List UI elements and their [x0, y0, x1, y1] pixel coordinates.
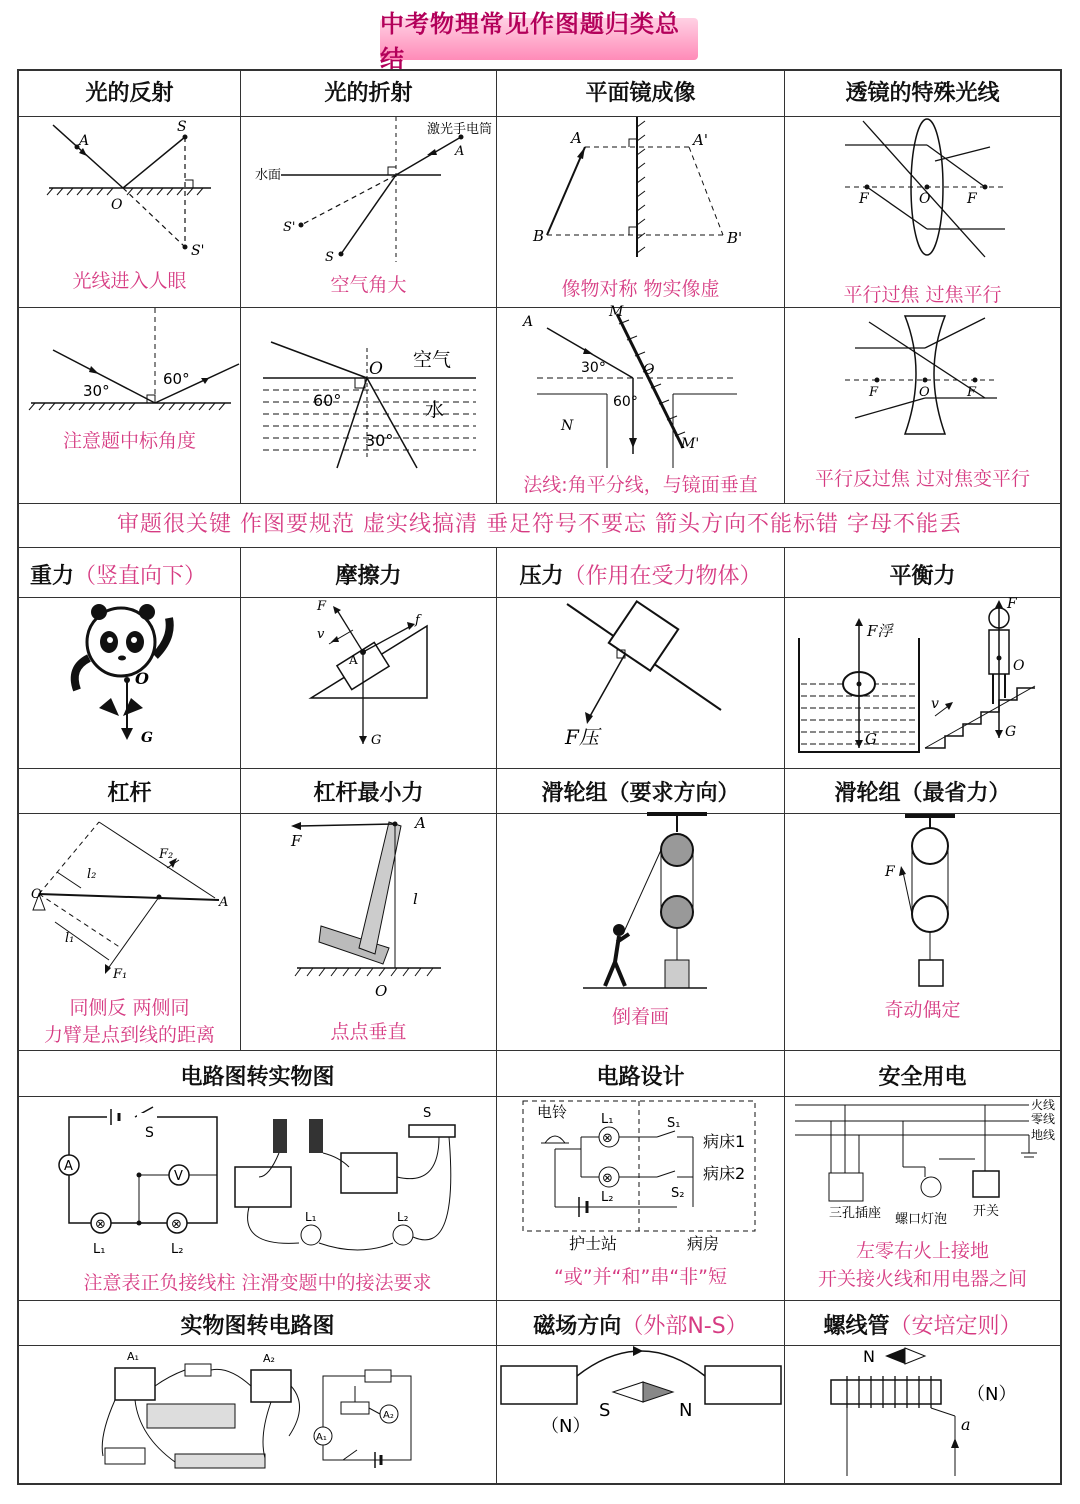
- svg-text:N: N: [561, 418, 574, 434]
- svg-text:M': M': [681, 436, 700, 452]
- header-lens: 透镜的特殊光线: [845, 81, 1000, 106]
- magnet-diagram: [497, 1346, 784, 1466]
- caption-pulley-direction: 倒着画: [611, 1006, 669, 1028]
- tips-banner: 审题很关键 作图要规范 虚实线搞清 垂足符号不要忘 箭头方向不能标错 字母不能丢: [117, 512, 962, 537]
- caption-lever-min: 点点垂直: [330, 1021, 407, 1043]
- svg-text:O: O: [31, 887, 42, 902]
- caption-concave: 平行反过焦 过对焦变平行: [814, 468, 1031, 490]
- header-pressure: 压力（作用在受力物体）: [519, 564, 762, 589]
- svg-text:S': S': [283, 220, 296, 235]
- svg-text:M: M: [609, 304, 624, 320]
- divider: [19, 547, 1060, 548]
- svg-text:A: A: [415, 814, 426, 832]
- svg-text:N: N: [863, 1347, 875, 1366]
- svg-text:F浮: F浮: [867, 622, 893, 640]
- svg-text:A: A: [64, 1159, 73, 1174]
- svg-text:病床2: 病床2: [703, 1164, 746, 1183]
- svg-text:A: A: [571, 129, 582, 147]
- svg-text:G: G: [1005, 724, 1017, 740]
- caption-refraction: 空气角大: [330, 274, 407, 296]
- circuit-to-real-diagram: [19, 1097, 496, 1267]
- svg-text:v: v: [317, 627, 325, 642]
- caption-pulley-min: 奇动偶定: [884, 999, 961, 1021]
- svg-text:30°: 30°: [581, 360, 606, 376]
- svg-text:（N）: （N）: [541, 1416, 591, 1437]
- svg-text:O: O: [919, 385, 930, 400]
- svg-text:⊗: ⊗: [95, 1217, 106, 1232]
- svg-text:a: a: [961, 1415, 971, 1434]
- svg-text:电铃: 电铃: [537, 1103, 568, 1121]
- caption-lens: 平行过焦 过焦平行: [843, 284, 1002, 306]
- svg-text:A₁: A₁: [316, 1432, 327, 1443]
- circuit-design-diagram: [497, 1097, 784, 1267]
- caption-normal: 法线:角平分线，与镜面垂直: [523, 474, 758, 496]
- svg-text:V: V: [174, 1169, 183, 1184]
- svg-text:S': S': [191, 243, 205, 259]
- svg-text:S₂: S₂: [671, 1186, 685, 1201]
- svg-text:v: v: [931, 696, 939, 712]
- svg-text:⊗: ⊗: [171, 1217, 182, 1232]
- caption-safety-2: 开关接火线和用电器之间: [817, 1268, 1027, 1290]
- svg-text:A₂: A₂: [263, 1352, 275, 1365]
- header-lever-min: 杠杆最小力: [313, 781, 424, 806]
- header-circuit-design: 电路设计: [596, 1065, 685, 1090]
- svg-text:30°: 30°: [83, 382, 110, 400]
- caption-mirror: 像物对称 物实像虚: [561, 278, 720, 300]
- lens-diagram: [785, 117, 1060, 307]
- svg-text:30°: 30°: [365, 431, 394, 450]
- svg-text:O: O: [643, 362, 655, 378]
- header-reflection: 光的反射: [85, 81, 174, 106]
- svg-text:G: G: [371, 733, 382, 748]
- svg-text:l₁: l₁: [65, 931, 75, 946]
- header-circuit-to-real: 电路图转实物图: [180, 1065, 335, 1090]
- pressure-diagram: [497, 598, 784, 768]
- svg-text:60°: 60°: [313, 391, 342, 410]
- page-title: 中考物理常见作图题归类总结: [380, 18, 698, 60]
- svg-text:空气: 空气: [413, 349, 452, 371]
- caption-angles: 注意题中标角度: [62, 430, 196, 452]
- svg-text:A: A: [455, 144, 465, 159]
- refraction-angle-diagram: [241, 308, 496, 503]
- svg-text:A: A: [219, 895, 229, 910]
- svg-text:三孔插座: 三孔插座: [829, 1206, 882, 1221]
- reflection-angle-diagram: [19, 308, 240, 503]
- header-real-to-circuit: 实物图转电路图: [180, 1314, 335, 1339]
- svg-text:（N）: （N）: [967, 1384, 1017, 1405]
- svg-text:地线: 地线: [1031, 1128, 1056, 1142]
- svg-text:F压: F压: [565, 725, 599, 749]
- friction-diagram: [241, 598, 496, 768]
- divider: [19, 1300, 1060, 1301]
- header-solenoid: 螺线管（安培定则）: [823, 1314, 1022, 1339]
- header-friction: 摩擦力: [335, 564, 402, 589]
- svg-text:L₂: L₂: [601, 1190, 614, 1205]
- solenoid-diagram: [785, 1346, 1060, 1481]
- header-mirror: 平面镜成像: [585, 81, 696, 106]
- svg-text:N: N: [679, 1400, 693, 1421]
- svg-text:60°: 60°: [613, 394, 638, 410]
- svg-text:F: F: [967, 191, 977, 207]
- svg-text:开关: 开关: [973, 1204, 1000, 1219]
- svg-text:60°: 60°: [163, 370, 190, 388]
- header-safety: 安全用电: [878, 1065, 967, 1090]
- svg-text:F: F: [885, 864, 895, 880]
- svg-text:F: F: [317, 599, 327, 614]
- svg-text:B': B': [727, 229, 743, 247]
- label-water-surface: 水面: [255, 168, 282, 183]
- caption-safety-1: 左零右火上接地: [855, 1240, 989, 1262]
- header-gravity: 重力（竖直向下）: [30, 564, 207, 589]
- svg-text:l₂: l₂: [87, 867, 97, 882]
- svg-text:L₂: L₂: [171, 1242, 184, 1257]
- balance-force-diagram: [785, 598, 1060, 768]
- svg-text:L₁: L₁: [305, 1210, 317, 1224]
- divider: [19, 768, 1060, 769]
- svg-text:F₁: F₁: [113, 967, 128, 982]
- svg-text:L₂: L₂: [397, 1210, 409, 1224]
- svg-text:S₁: S₁: [667, 1116, 681, 1131]
- svg-text:f: f: [415, 613, 420, 628]
- svg-text:⊗: ⊗: [602, 1171, 613, 1186]
- svg-text:F: F: [1007, 596, 1017, 612]
- svg-text:O: O: [111, 197, 123, 213]
- svg-text:病床1: 病床1: [703, 1132, 746, 1151]
- svg-text:O: O: [135, 669, 149, 688]
- svg-text:护士站: 护士站: [569, 1234, 618, 1253]
- svg-text:⊗: ⊗: [602, 1131, 613, 1146]
- label-laser: 激光手电筒: [427, 122, 493, 137]
- caption-reflection: 光线进入人眼: [72, 270, 187, 292]
- svg-text:B: B: [533, 227, 545, 245]
- svg-text:O: O: [1013, 658, 1025, 674]
- header-pulley-direction: 滑轮组（要求方向）: [541, 781, 740, 806]
- header-lever: 杠杆: [107, 781, 152, 806]
- caption-circuit-to-real: 注意表正负接线柱 注滑变题中的接法要求: [83, 1272, 432, 1294]
- svg-text:螺口灯泡: 螺口灯泡: [895, 1212, 948, 1227]
- svg-text:l: l: [413, 890, 418, 908]
- svg-text:F: F: [291, 832, 302, 850]
- real-to-circuit-diagram: [19, 1346, 496, 1481]
- svg-text:水: 水: [425, 399, 445, 421]
- svg-text:A₁: A₁: [127, 1350, 139, 1363]
- svg-text:F: F: [869, 385, 879, 400]
- svg-text:A₂: A₂: [383, 1410, 394, 1421]
- caption-circuit-design: “或”并“和”串“非”短: [553, 1266, 728, 1288]
- svg-text:火线: 火线: [1031, 1098, 1056, 1112]
- panda-gravity-diagram: [19, 598, 240, 768]
- svg-text:F: F: [859, 191, 869, 207]
- svg-text:S: S: [145, 1125, 154, 1141]
- svg-text:S: S: [325, 250, 334, 265]
- svg-text:A: A: [79, 133, 90, 149]
- header-refraction: 光的折射: [324, 81, 413, 106]
- divider: [19, 1050, 1060, 1051]
- header-pulley-min: 滑轮组（最省力）: [834, 781, 1011, 806]
- safety-diagram: [785, 1097, 1060, 1247]
- caption-lever-1: 同侧反 两侧同: [69, 997, 190, 1019]
- svg-text:L₁: L₁: [93, 1242, 106, 1257]
- caption-lever-2: 力臂是点到线的距离: [43, 1024, 215, 1046]
- svg-text:L₁: L₁: [601, 1112, 614, 1127]
- svg-text:F₂: F₂: [159, 847, 174, 862]
- header-magnet: 磁场方向（外部N-S）: [533, 1314, 748, 1339]
- svg-text:O: O: [919, 191, 931, 207]
- svg-text:零线: 零线: [1031, 1112, 1056, 1126]
- svg-text:O: O: [369, 359, 383, 379]
- svg-text:S: S: [599, 1400, 611, 1421]
- header-balance: 平衡力: [889, 564, 956, 589]
- svg-text:A: A: [523, 314, 534, 330]
- svg-text:G: G: [865, 730, 877, 748]
- svg-text:S: S: [177, 119, 187, 135]
- svg-text:F: F: [967, 385, 977, 400]
- lever-min-diagram: [241, 814, 496, 1050]
- svg-text:S: S: [423, 1106, 432, 1121]
- svg-text:病房: 病房: [687, 1234, 720, 1253]
- svg-text:A: A: [349, 653, 358, 667]
- svg-text:O: O: [375, 982, 388, 1000]
- svg-text:A': A': [693, 131, 708, 149]
- svg-text:G: G: [141, 730, 153, 746]
